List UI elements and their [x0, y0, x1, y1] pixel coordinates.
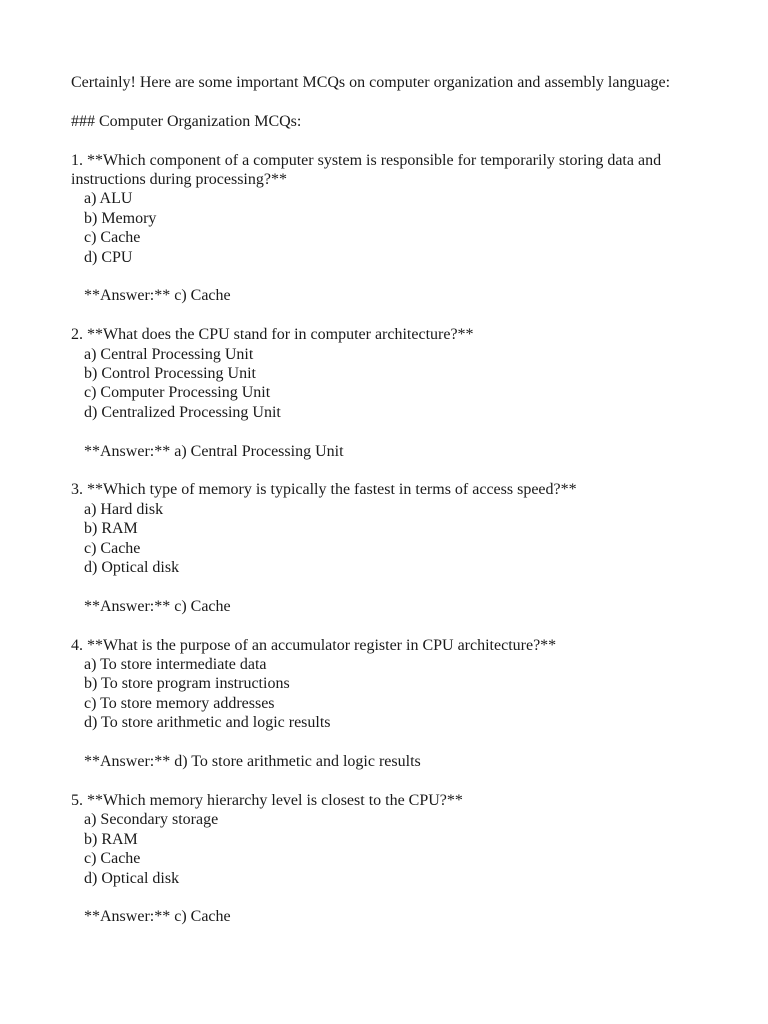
option-d: d) CPU	[84, 248, 133, 266]
answer-line: **Answer:** c) Cache	[84, 287, 231, 305]
answer-line: **Answer:** d) To store arithmetic and logic results	[84, 753, 421, 771]
question-3	[71, 480, 711, 616]
question-text: 2. **What does the CPU stand for in computer architecture?**	[71, 326, 474, 344]
option-d: d) Optical disk	[84, 869, 180, 887]
option-a: a) Secondary storage	[84, 811, 219, 829]
option-c: c) Cache	[84, 229, 141, 247]
option-a: a) Hard disk	[84, 500, 164, 518]
options-list	[71, 500, 711, 578]
question-text: 3. **Which type of memory is typically the fastest in terms of access speed?**	[71, 481, 577, 499]
option-b: b) RAM	[84, 830, 138, 848]
option-a: a) ALU	[84, 190, 133, 208]
option-d: d) Optical disk	[84, 559, 180, 577]
options-list	[71, 345, 711, 423]
document-content	[71, 73, 711, 946]
option-c: c) To store memory addresses	[84, 694, 275, 712]
intro-paragraph: Certainly! Here are some important MCQs on computer organization and assembly language:	[71, 74, 671, 91]
answer-line: **Answer:** a) Central Processing Unit	[84, 442, 344, 460]
options-list	[71, 810, 711, 888]
option-c: c) Computer Processing Unit	[84, 384, 271, 402]
option-b: b) To store program instructions	[84, 675, 290, 693]
section-heading: ### Computer Organization MCQs:	[71, 112, 302, 130]
answer-line: **Answer:** c) Cache	[84, 597, 231, 615]
option-b: b) Memory	[84, 209, 157, 227]
question-text: 1. **Which component of a computer system is responsible for temporarily storing data and instructions during processing?**	[71, 151, 662, 188]
option-c: c) Cache	[84, 539, 141, 557]
option-c: c) Cache	[84, 850, 141, 868]
question-4	[71, 636, 711, 772]
options-list	[71, 655, 711, 733]
question-5	[71, 791, 711, 927]
option-a: a) To store intermediate data	[84, 656, 267, 674]
option-a: a) Central Processing Unit	[84, 345, 254, 363]
answer-line: **Answer:** c) Cache	[84, 908, 231, 926]
option-b: b) Control Processing Unit	[84, 365, 256, 383]
option-d: d) Centralized Processing Unit	[84, 403, 281, 421]
question-1	[71, 151, 711, 306]
question-text: 4. **What is the purpose of an accumulator register in CPU architecture?**	[71, 636, 557, 654]
question-2	[71, 325, 711, 461]
options-list	[71, 189, 711, 267]
option-d: d) To store arithmetic and logic results	[84, 714, 331, 732]
question-text: 5. **Which memory hierarchy level is closest to the CPU?**	[71, 791, 463, 809]
option-b: b) RAM	[84, 520, 138, 538]
